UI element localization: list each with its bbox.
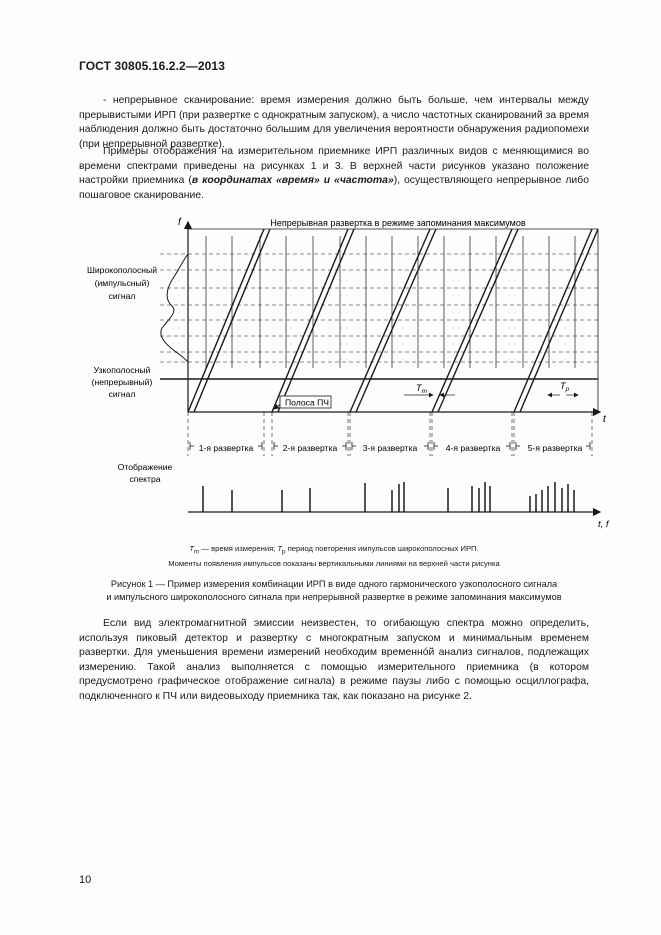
sweep-label-3: 3-я развертка (362, 443, 418, 453)
paragraph-text-start: Примеры отображения на измерительном приемнике ИРП различных видов с меняющимися во времени спектрами приведены на рисунках 1 и 3. В верхней части рисунков указано положение настройки приемника ( (79, 146, 589, 187)
figure-caption (79, 578, 589, 604)
narrowband-label-2: (непрерывный) (91, 377, 153, 387)
wideband-label-3: сигнал (108, 291, 136, 301)
document-header: ГОСТ 30805.16.2.2—2013 (79, 59, 225, 73)
spectrum-spikes (203, 482, 574, 512)
spectrum-axis-label: t, f (598, 519, 609, 530)
tm-label: $T_m$ (416, 383, 427, 395)
spectrum-label-2: спектра (129, 474, 161, 484)
sweep-line (272, 229, 348, 412)
paragraph-text: Если вид электромагнитной эмиссии неизвестен, то огибающую спектра можно определить, используя пиковый детектор и развертку с многократным запуском и минимальным временем развертки. Для уменьшения времени измерений необходим временнóй анализ сигналов, подлежащих измерению. Такой анализ выполняется с помощью измерительного приемника (в котором предусмотрено графическое отображение сигнала) в режиме паузы либо с помощью осциллографа, подключенного к ПЧ или видеовыходу приемника так, как показано на рисунке 2. (79, 618, 589, 702)
figure-legend (79, 543, 589, 569)
axis-t-label: t (603, 414, 606, 425)
wideband-label-2: (импульсный) (94, 278, 150, 288)
sweep-line (356, 229, 436, 412)
figure-title: Непрерывная развертка в режиме запоминания максимумов (270, 218, 526, 228)
caption-line-1: Рисунок 1 — Пример измерения комбинации ИРП в виде одного гармонического узкополосного сигнала (110, 579, 558, 589)
sweep-label-5: 5-я развертка (527, 443, 583, 453)
sweep-label-1: 1-я развертка (198, 443, 254, 453)
sweep-lines (188, 229, 598, 412)
sweep-line (438, 229, 518, 412)
narrowband-label-3: сигнал (108, 389, 136, 399)
wideband-label-1: Широкополосный (86, 265, 158, 275)
paragraph-text: - непрерывное сканирование: время измерения должно быть больше, чем интервалы между прерывистыми ИРП (при развертке с однократным запуском), а число частотных сканирований за время наблюдения должно быть достаточно большим для увеличения вероятности обнаружения радиопомехи (при непрерывной развертке). (79, 95, 589, 150)
pulse-moment-lines (206, 236, 575, 368)
sweep-line (520, 229, 598, 412)
sweep-line (278, 229, 354, 412)
paragraph-text-bold: в координатах «время» и «частота» (191, 175, 394, 187)
sweep-line (514, 229, 592, 412)
paragraph-unknown-emission (79, 617, 589, 705)
sweep-line (188, 229, 264, 412)
paragraph-text-end: ), осуществляющего непрерывное либо пошаговое сканирование. (79, 175, 589, 201)
if-band-label: Полоса ПЧ (285, 397, 330, 408)
sweep-label-4: 4-я развертка (445, 443, 501, 453)
page-number: 10 (79, 874, 92, 886)
narrowband-label-1: Узкополосный (93, 365, 151, 375)
sweep-label-2: 2-я развертка (282, 443, 338, 453)
tp-label: $T_p$ (560, 381, 570, 393)
spectrum-label-1: Отображение (117, 462, 173, 472)
legend-line-1: $T_m$ — время измерения; $T_p$ период повторения импульсов широкополосных ИРП. (189, 544, 479, 556)
caption-line-2: и импульсного широкополосного сигнала при непрерывной развертке в режиме запоминания максимумов (106, 592, 562, 602)
axis-f-label: f (178, 217, 181, 228)
legend-line-2: Моменты появления импульсов показаны вертикальными линиями на верхней части рисунка (168, 558, 500, 568)
